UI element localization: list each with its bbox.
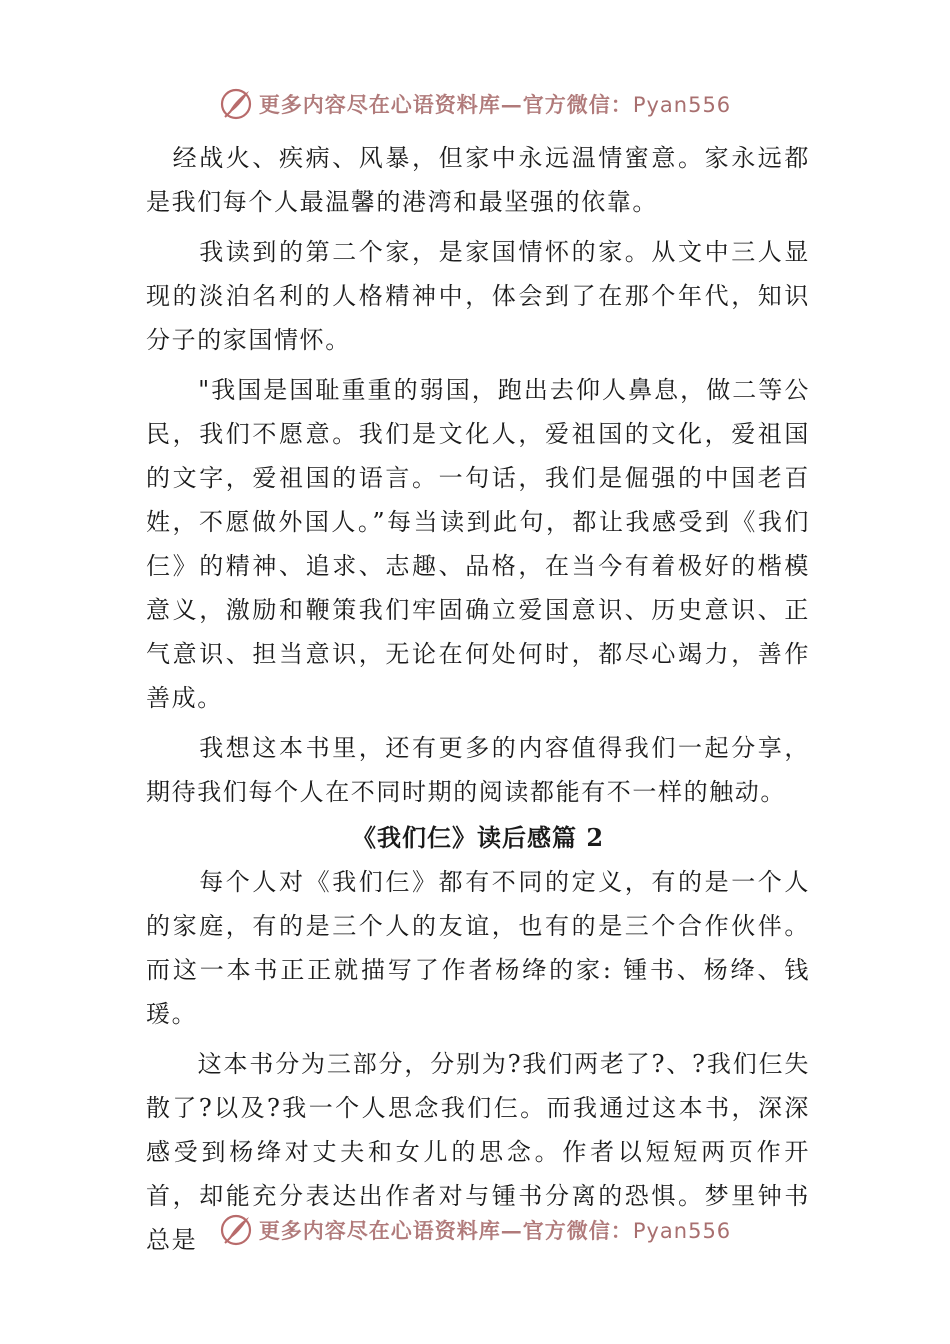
banner-text: 更多内容尽在心语资料库—官方微信：Pyan556 xyxy=(258,1218,732,1243)
quill-logo-icon xyxy=(219,87,253,121)
paragraph-4: 我想这本书里，还有更多的内容值得我们一起分享，期待我们每个人在不同时期的阅读都能有不一样的触动。 xyxy=(146,734,810,806)
header-banner xyxy=(0,82,950,126)
document-body xyxy=(146,136,810,1262)
paragraph-3: "我国是国耻重重的弱国，跑出去仰人鼻息，做二等公民，我们不愿意。我们是文化人，爱祖国的文化，爱祖国的文字，爱祖国的语言。一句话，我们是倔强的中国老百姓，不愿做外国人。”每当读到此句，都让我感受到《我们仨》的精神、追求、志趣、品格，在当今有着极好的楷模意义，激励和鞭策我们牢固确立爱国意识、历史意识、正气意识、担当意识，无论在何处何时，都尽心竭力，善作善成。 xyxy=(146,376,810,712)
wechat-id: Pyan556 xyxy=(632,93,732,117)
paragraph-5: 每个人对《我们仨》都有不同的定义，有的是一个人的家庭，有的是三个人的友谊，也有的是三个合作伙伴。而这一本书正正就描写了作者杨绛的家: 锺书、杨绛、钱瑗。 xyxy=(146,868,810,1028)
footer-banner xyxy=(0,1208,950,1252)
paragraph-6: 这本书分为三部分，分别为?我们两老了?、?我们仨失散了?以及?我一个人思念我们仨。而我通过这本书，深深感受到杨绛对丈夫和女儿的思念。作者以短短两页作开首，却能充分表达出作者对与锺书分离的恐惧。梦里钟书总是 xyxy=(146,1050,810,1254)
paragraph-1: 经战火、疾病、风暴，但家中永远温情蜜意。家永远都是我们每个人最温馨的港湾和最坚强的依靠。 xyxy=(146,144,810,216)
quill-logo-icon xyxy=(219,1213,253,1247)
section-heading: 《我们仨》读后感篇 2 xyxy=(351,823,605,852)
paragraph-2: 我读到的第二个家，是家国情怀的家。从文中三人显现的淡泊名利的人格精神中，体会到了在那个年代，知识分子的家国情怀。 xyxy=(146,238,810,354)
wechat-id: Pyan556 xyxy=(632,1219,732,1243)
banner-text: 更多内容尽在心语资料库—官方微信：Pyan556 xyxy=(258,92,732,117)
